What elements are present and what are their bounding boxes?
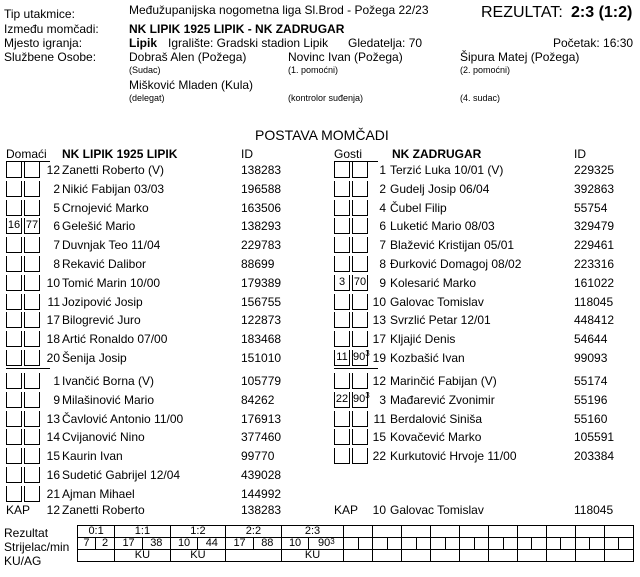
score-cell: 0:1 <box>78 526 115 538</box>
minute-box <box>24 256 40 272</box>
card-box <box>334 294 350 310</box>
card-box <box>334 429 350 445</box>
player-number: 1 <box>379 163 386 177</box>
home-kap-name: Zanetti Roberto <box>62 503 145 517</box>
tip-label: Tip utakmice: <box>4 7 75 21</box>
minute-extra: 3 <box>330 537 335 546</box>
empty-cell <box>619 538 634 550</box>
card-box <box>334 312 350 328</box>
minute-box <box>24 312 40 328</box>
away-kap-num: 10 <box>372 503 386 517</box>
player-id: 88699 <box>241 257 275 271</box>
player-name: Blažević Kristijan 05/01 <box>390 238 515 253</box>
official-1-role: (Sudac) <box>129 65 161 75</box>
official-3-name: Šipura Matej (Požega) <box>460 50 580 64</box>
player-number: 18 <box>46 332 60 347</box>
minute-box <box>24 373 40 389</box>
minute-box <box>24 294 40 310</box>
minute-box: $90^3$ <box>352 392 368 408</box>
card-box <box>6 429 22 445</box>
player-id: 105591 <box>574 430 615 445</box>
player-id: 229461 <box>574 238 615 253</box>
player-id: 156755 <box>241 294 282 309</box>
player-number: 3 <box>379 392 386 407</box>
player-number: 17 <box>46 313 60 328</box>
player-name: Artić Ronaldo 07/00 <box>62 332 168 347</box>
player-id: 54644 <box>574 332 608 347</box>
minute-box: $90^3$ <box>352 350 368 366</box>
player-number: 13 <box>372 313 386 328</box>
gledatelja: Gledatelja: 70 <box>348 36 423 50</box>
player-name: Jozipović Josip <box>62 294 143 309</box>
player-number: 4 <box>379 200 386 215</box>
izmedu-value: NK LIPIK 1925 LIPIK - NK ZADRUGAR <box>129 22 345 36</box>
player-number: 7 <box>53 238 60 253</box>
player-name: Ajman Mihael <box>62 486 135 501</box>
empty-cell <box>532 538 546 550</box>
score-cell: 2:2 <box>226 526 282 538</box>
scorer-minute: 2 <box>95 538 114 550</box>
card-box <box>6 350 22 366</box>
card-box <box>334 256 350 272</box>
player-id: 144992 <box>241 486 282 501</box>
away-sub-line <box>334 368 378 369</box>
player-name: Berdalović Siniša <box>390 411 483 426</box>
player-name: Čavlović Antonio 11/00 <box>62 411 184 426</box>
minute-box <box>24 429 40 445</box>
mjesto-value: Lipik <box>129 36 158 50</box>
result-label: REZULTAT: <box>481 4 563 21</box>
player-name: Kolesarić Marko <box>390 275 477 290</box>
player-name: Crnojević Marko <box>62 200 149 215</box>
card-box: 3 <box>334 275 350 291</box>
official-3-role: (2. pomoćni) <box>460 65 511 75</box>
player-name: Marinčić Fabijan (V) <box>390 374 497 388</box>
player-number: 15 <box>372 430 386 445</box>
player-id: 163506 <box>241 200 282 215</box>
empty-cell <box>517 526 546 538</box>
player-name: Kaurin Ivan <box>62 449 123 464</box>
player-number: 13 <box>46 411 60 426</box>
empty-cell <box>431 550 460 562</box>
player-name: Mađarević Zvonimir <box>390 392 495 407</box>
card-box <box>334 218 350 234</box>
player-number: 14 <box>46 430 60 445</box>
away-id-label: ID <box>574 147 586 161</box>
scorer-player: 17 <box>226 538 254 550</box>
card-box <box>6 373 22 389</box>
player-id: 55174 <box>574 374 608 388</box>
empty-cell <box>445 538 459 550</box>
player-id: 448412 <box>574 313 615 328</box>
player-id: 84262 <box>241 392 275 407</box>
player-id: 392863 <box>574 181 615 196</box>
empty-cell <box>460 526 489 538</box>
player-number: 20 <box>46 351 60 365</box>
tip-value: Međužupanijska nogometna liga Sl.Brod - Požega 22/23 <box>129 3 429 17</box>
home-label: Domaći <box>6 147 47 161</box>
card-box <box>6 331 22 347</box>
scorer-minute: 44 <box>198 538 226 550</box>
player-number: 8 <box>379 257 386 271</box>
away-kap-id: 118045 <box>574 503 614 517</box>
card-box <box>6 312 22 328</box>
player-id: 151010 <box>241 351 282 365</box>
player-name: Svrzlić Petar 12/01 <box>390 313 491 328</box>
scorer-player: 17 <box>115 538 143 550</box>
kuag-cell: KU <box>115 550 171 562</box>
player-id: 179389 <box>241 275 282 290</box>
empty-cell <box>503 538 517 550</box>
official-4-role: (delegat) <box>129 93 165 103</box>
player-id: 329479 <box>574 219 615 234</box>
player-number: 12 <box>46 163 60 177</box>
player-id: 229325 <box>574 163 615 177</box>
player-id: 183468 <box>241 332 282 347</box>
empty-cell <box>474 538 488 550</box>
card-box <box>334 237 350 253</box>
minute-box <box>24 181 40 197</box>
player-id: 176913 <box>241 411 282 426</box>
player-name: Gelešić Mario <box>62 219 136 234</box>
card-box <box>6 256 22 272</box>
postava-title: POSTAVA MOMČADI <box>255 127 389 143</box>
away-kap-label: KAP <box>334 503 359 517</box>
card-box: 16 <box>6 218 22 234</box>
official-5-role: (kontrolor suđenja) <box>288 93 364 103</box>
card-box <box>6 294 22 310</box>
player-id: 55160 <box>574 411 608 426</box>
result-value: 2:3 (1:2) <box>571 4 633 21</box>
kuag-cell <box>78 550 115 562</box>
minute-box <box>24 162 40 178</box>
empty-cell <box>561 538 575 550</box>
home-kap-label: KAP <box>6 503 31 517</box>
empty-cell <box>387 538 401 550</box>
player-name: Sudetić Gabrijel 12/04 <box>62 468 181 482</box>
player-id: 55754 <box>574 200 608 215</box>
score-cell: 2:3 <box>281 526 344 538</box>
card-box <box>6 162 22 178</box>
official-4-name: Mišković Mladen (Kula) <box>129 78 254 92</box>
minute-box <box>24 237 40 253</box>
player-name: Čubel Filip <box>390 200 447 215</box>
empty-cell <box>373 538 387 550</box>
kuag-cell: KU <box>170 550 226 562</box>
player-number: 6 <box>379 219 386 234</box>
player-name: Đurković Domagoj 08/02 <box>390 257 522 271</box>
empty-cell <box>402 538 416 550</box>
player-number: 16 <box>46 468 60 482</box>
player-number: 11 <box>373 411 386 426</box>
empty-cell <box>489 526 518 538</box>
player-name: Kljajić Denis <box>390 332 456 347</box>
player-number: 5 <box>53 200 60 215</box>
player-number: 10 <box>372 294 386 309</box>
player-id: 55196 <box>574 392 608 407</box>
empty-cell <box>358 538 372 550</box>
empty-cell <box>344 538 358 550</box>
player-number: 9 <box>379 275 386 290</box>
rezultat-label: Rezultat <box>4 526 49 540</box>
player-number: 15 <box>46 449 60 464</box>
empty-cell <box>604 550 633 562</box>
minute-box <box>24 467 40 483</box>
empty-cell <box>402 526 431 538</box>
empty-cell <box>431 526 460 538</box>
card-box <box>334 162 350 178</box>
player-number: 7 <box>379 238 386 253</box>
empty-cell <box>604 526 633 538</box>
away-team: NK ZADRUGAR <box>392 147 482 161</box>
player-name: Luketić Mario 08/03 <box>390 219 495 234</box>
player-id: 196588 <box>241 181 282 196</box>
player-number: 11 <box>47 294 60 309</box>
player-name: Duvnjak Teo 11/04 <box>62 238 161 253</box>
card-box <box>6 275 22 291</box>
card-box <box>334 411 350 427</box>
empty-cell <box>517 550 546 562</box>
empty-cell <box>460 538 474 550</box>
score-cell: 1:2 <box>170 526 226 538</box>
player-name: Gudelj Josip 06/04 <box>390 181 490 196</box>
player-number: 6 <box>53 219 60 234</box>
kuag-label: KU/AG <box>4 554 42 568</box>
igraliste: Igralište: Gradski stadion Lipik <box>168 36 329 50</box>
empty-cell <box>344 550 373 562</box>
empty-cell <box>489 538 503 550</box>
minute-box <box>24 486 40 502</box>
scorer-minute: 38 <box>142 538 170 550</box>
player-id: 138293 <box>241 219 282 234</box>
empty-cell <box>373 550 402 562</box>
player-name: Kozbašić Ivan <box>390 351 465 365</box>
card-box <box>6 181 22 197</box>
player-number: 1 <box>53 374 60 388</box>
card-box: 11 <box>334 350 350 366</box>
empty-cell <box>344 526 373 538</box>
player-id: 229783 <box>241 238 282 253</box>
minute-extra: 3 <box>365 349 370 358</box>
card-box <box>6 467 22 483</box>
card-box <box>334 331 350 347</box>
minute-box <box>24 275 40 291</box>
strijelac-label: Strijelac/min <box>4 540 70 554</box>
empty-cell <box>575 538 589 550</box>
card-box <box>6 411 22 427</box>
empty-cell <box>431 538 445 550</box>
minute-box: 77 <box>24 218 40 234</box>
card-box: 22 <box>334 392 350 408</box>
official-6-role: (4. sudac) <box>460 93 501 103</box>
player-name: Rekavić Dalibor <box>62 257 147 271</box>
home-sub-line <box>6 368 50 369</box>
empty-cell <box>373 526 402 538</box>
player-id: 161022 <box>574 275 615 290</box>
player-number: 10 <box>46 275 60 290</box>
player-id: 105779 <box>241 374 282 388</box>
player-id: 223316 <box>574 257 615 271</box>
player-name: Galovac Tomislav <box>390 294 484 309</box>
minute-box <box>24 448 40 464</box>
player-id: 122873 <box>241 313 282 328</box>
scorer-player: 10 <box>170 538 198 550</box>
izmedu-label: Između momčadi: <box>4 22 99 36</box>
scorer-minute: 88 <box>253 538 281 550</box>
empty-cell <box>575 550 604 562</box>
pocetak: Početak: 16:30 <box>553 36 634 50</box>
player-name: Kovačević Marko <box>390 430 482 445</box>
player-name: Kurkutović Hrvoje 11/00 <box>390 449 517 464</box>
home-kap-num: 12 <box>46 503 60 517</box>
card-box <box>6 237 22 253</box>
sluzbene-label: Službene Osobe: <box>4 50 97 64</box>
card-box <box>334 373 350 389</box>
player-id: 99770 <box>241 449 275 464</box>
empty-cell <box>604 538 618 550</box>
empty-cell <box>416 538 430 550</box>
kuag-cell <box>226 550 282 562</box>
empty-cell <box>575 526 604 538</box>
player-id: 203384 <box>574 449 615 464</box>
scorer-minute: $90^3$ <box>309 538 344 550</box>
mjesto-label: Mjesto igranja: <box>4 36 83 50</box>
card-box <box>6 448 22 464</box>
player-id: 118045 <box>574 294 614 309</box>
away-label: Gosti <box>334 147 363 161</box>
score-cell: 1:1 <box>115 526 171 538</box>
player-number: 17 <box>372 332 386 347</box>
card-box <box>6 200 22 216</box>
player-id: 377460 <box>241 430 282 445</box>
player-number: 21 <box>46 486 60 501</box>
player-id: 138283 <box>241 163 282 177</box>
results-grid <box>77 525 634 562</box>
minute-box <box>24 392 40 408</box>
player-number: 19 <box>372 351 386 365</box>
kuag-cell: KU <box>281 550 344 562</box>
minute-box <box>24 200 40 216</box>
empty-cell <box>402 550 431 562</box>
scorer-player: 7 <box>78 538 96 550</box>
minute-box <box>24 411 40 427</box>
player-name: Milašinović Mario <box>62 392 155 407</box>
empty-cell <box>590 538 604 550</box>
card-box <box>334 200 350 216</box>
card-box <box>6 392 22 408</box>
empty-cell <box>546 550 575 562</box>
player-id: 99093 <box>574 351 608 365</box>
minute-box: 70 <box>352 275 368 291</box>
card-box <box>6 486 22 502</box>
player-name: Šenija Josip <box>62 351 127 365</box>
player-number: 22 <box>372 449 386 464</box>
empty-cell <box>460 550 489 562</box>
player-name: Bilogrević Juro <box>62 313 141 328</box>
player-number: 2 <box>379 181 386 196</box>
empty-cell <box>489 550 518 562</box>
minute-box <box>24 331 40 347</box>
player-number: 8 <box>53 257 60 271</box>
player-number: 9 <box>53 392 60 407</box>
player-number: 12 <box>372 374 386 388</box>
official-2-name: Novinc Ivan (Požega) <box>288 50 403 64</box>
home-id-label: ID <box>241 147 253 161</box>
home-kap-id: 138283 <box>241 503 282 517</box>
away-kap-name: Galovac Tomislav <box>390 503 484 517</box>
player-name: Tomić Marin 10/00 <box>62 275 161 290</box>
player-name: Zanetti Roberto (V) <box>62 163 165 177</box>
empty-cell <box>546 526 575 538</box>
minute-extra: 3 <box>365 390 370 400</box>
player-id: 439028 <box>241 468 282 482</box>
player-name: Ivančić Borna (V) <box>62 374 155 388</box>
scorer-player: 10 <box>281 538 309 550</box>
official-1-name: Dobraš Alen (Požega) <box>129 50 247 64</box>
player-number: 2 <box>53 181 60 196</box>
card-box <box>334 181 350 197</box>
player-name: Terzić Luka 10/01 (V) <box>390 163 504 177</box>
empty-cell <box>517 538 531 550</box>
empty-cell <box>546 538 560 550</box>
home-team: NK LIPIK 1925 LIPIK <box>62 147 178 161</box>
player-name: Nikić Fabijan 03/03 <box>62 181 165 196</box>
minute-box <box>24 350 40 366</box>
player-name: Cvijanović Nino <box>62 430 145 445</box>
card-box <box>334 448 350 464</box>
official-2-role: (1. pomoćni) <box>288 65 339 75</box>
